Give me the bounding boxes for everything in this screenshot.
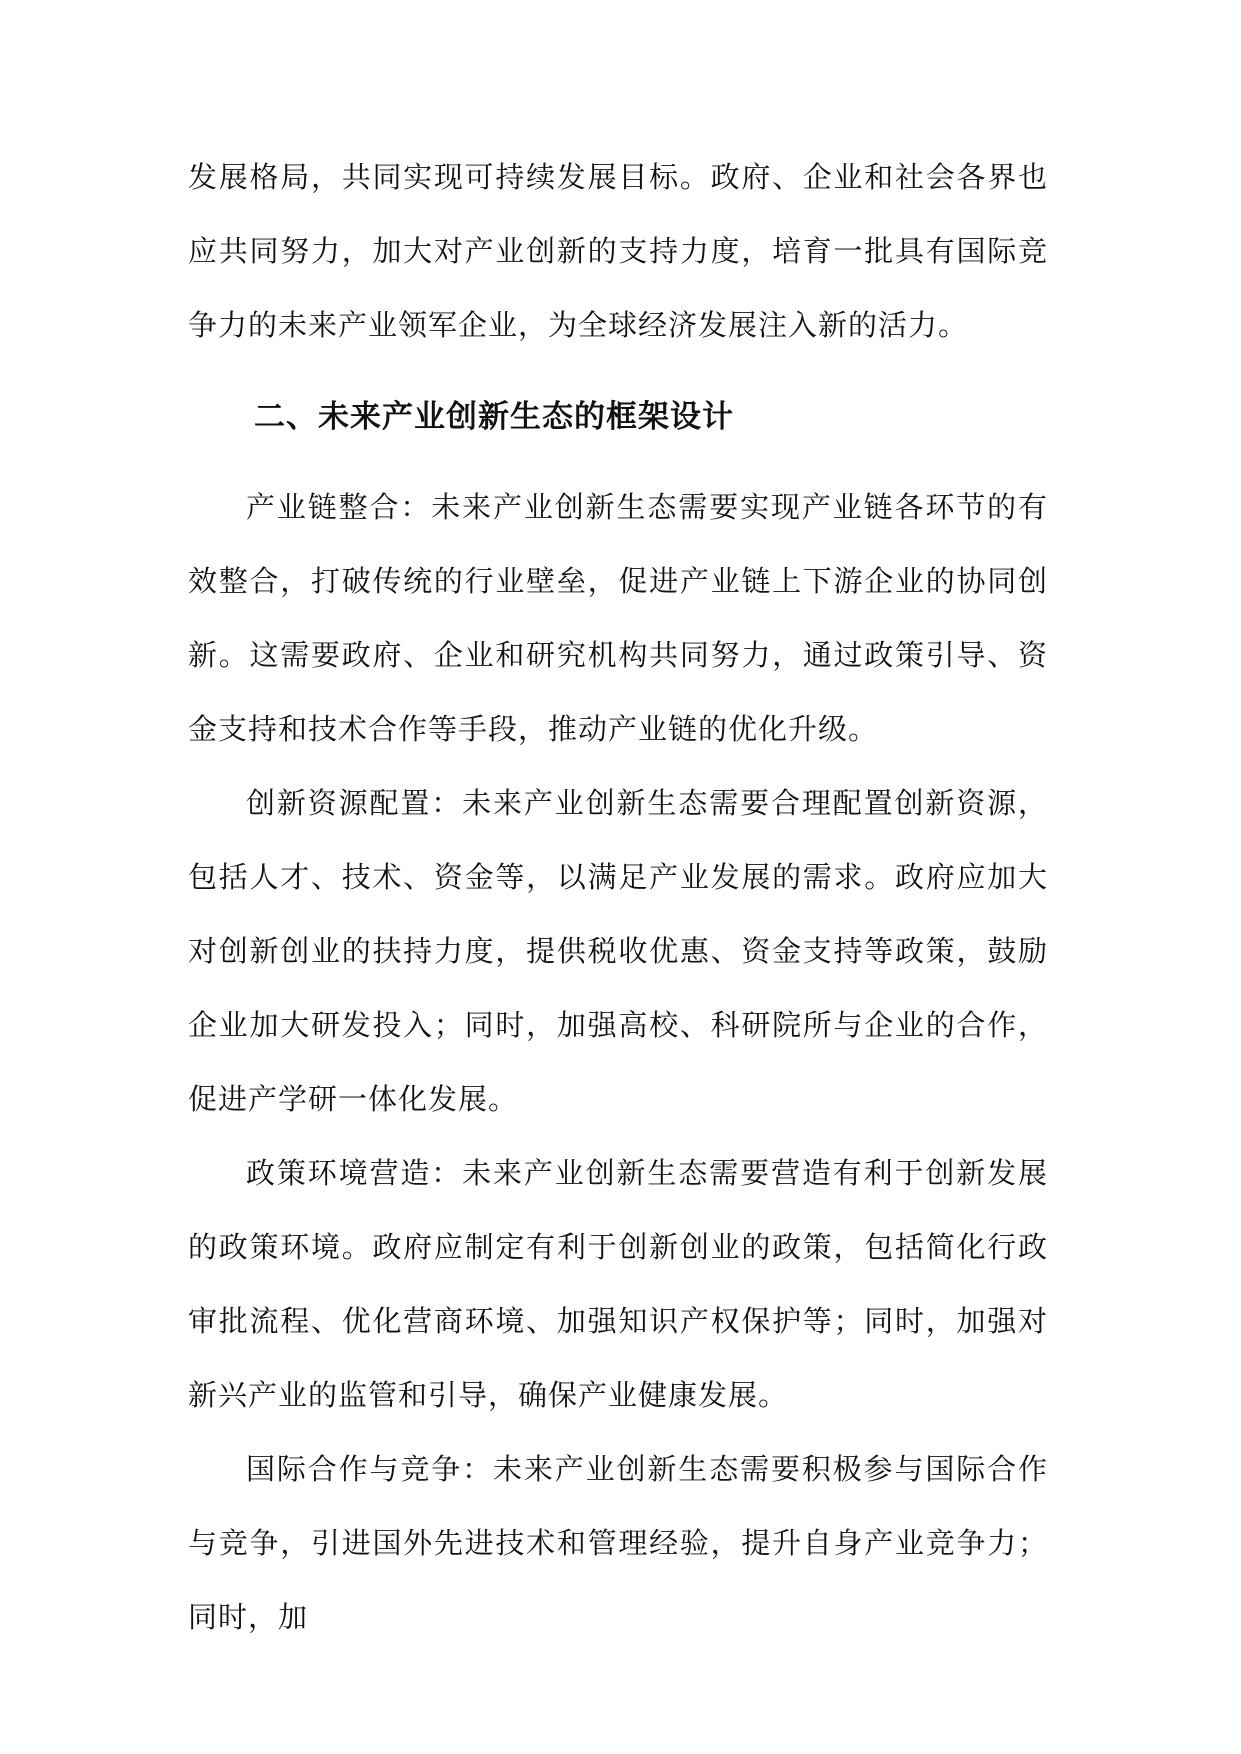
paragraph-industry-chain: 产业链整合：未来产业创新生态需要实现产业链各环节的有效整合，打破传统的行业壁垒，促进产业链上下游企业的协同创新。这需要政府、企业和研究机构共同努力，通过政策引导、资金支持和技术合作等手段，推动产业链的优化升级。: [188, 490, 1048, 746]
section-heading: 二、未来产业创新生态的框架设计: [254, 399, 734, 435]
paragraph-resource-allocation: 创新资源配置：未来产业创新生态需要合理配置创新资源，包括人才、技术、资金等，以满足产业发展的需求。政府应加大对创新创业的扶持力度，提供税收优惠、资金支持等政策，鼓励企业加大研发投入；同时，加强高校、科研院所与企业的合作，促进产学研一体化发展。: [188, 786, 1048, 1116]
intro-paragraph: 发展格局，共同实现可持续发展目标。政府、企业和社会各界也应共同努力，加大对产业创新的支持力度，培育一批具有国际竞争力的未来产业领军企业，为全球经济发展注入新的活力。: [188, 160, 1048, 342]
paragraph-international-cooperation: 国际合作与竞争：未来产业创新生态需要积极参与国际合作与竞争，引进国外先进技术和管理经验，提升自身产业竞争力；同时，加: [188, 1452, 1048, 1634]
document-body: [188, 140, 1048, 1654]
paragraph-policy-environment: 政策环境营造：未来产业创新生态需要营造有利于创新发展的政策环境。政府应制定有利于创新创业的政策，包括简化行政审批流程、优化营商环境、加强知识产权保护等；同时，加强对新兴产业的监管和引导，确保产业健康发展。: [188, 1156, 1048, 1412]
